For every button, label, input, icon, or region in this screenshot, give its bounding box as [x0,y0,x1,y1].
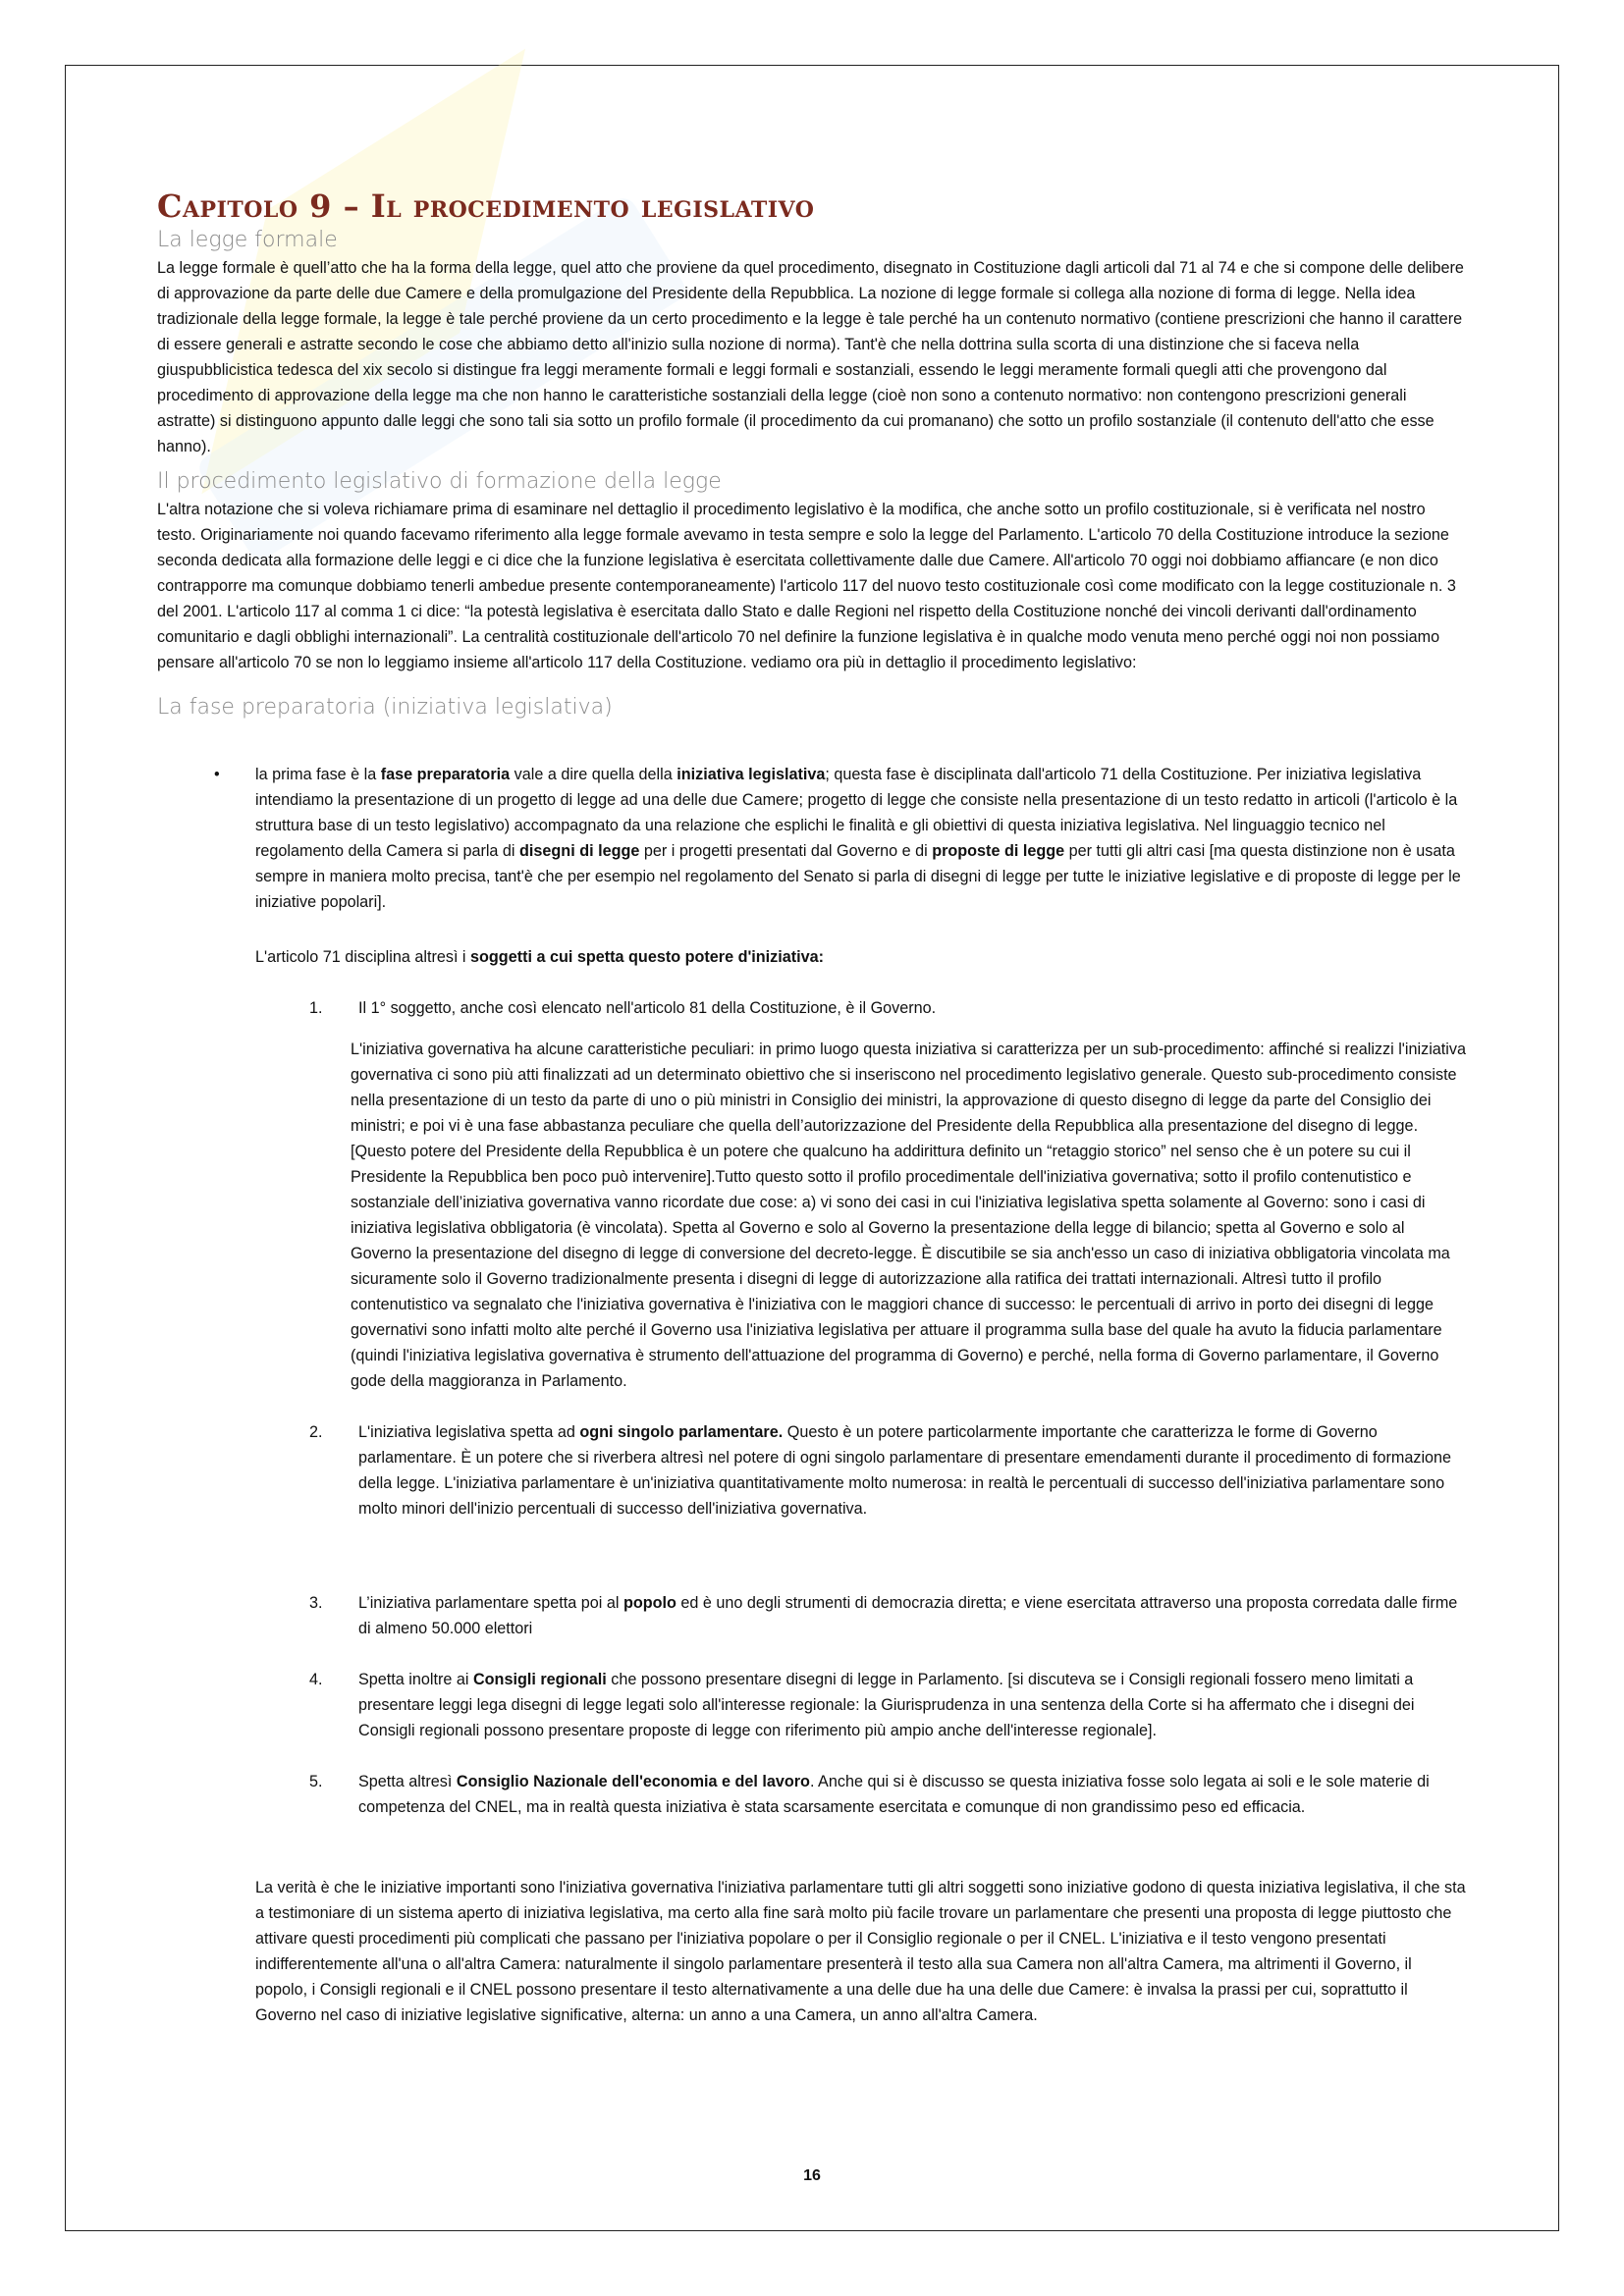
list-item-text: Spetta altresì Consiglio Nazionale dell'economia e del lavoro. Anche qui si è discusso se questa iniziativa fosse solo legata ai soli e le sole materie di competenza del CNEL, ma in realtà questa iniziativa è stata scarsamente esercitata e comunque di non grandissimo peso ed efficacia. [358,1773,1430,1816]
list-item-popolo [157,1590,1467,1641]
paragraph-procedimento: L'altra notazione che si voleva richiamare prima di esaminare nel dettaglio il procedimento legislativo è la modifica, che anche sotto un profilo costituzionale, si è verificata nel nostro testo. Originariamente noi quando facevamo riferimento alla legge formale avevamo in testa sempre e solo la legge del Parlamento. L'articolo 70 della Costituzione introduce la sezione seconda dedicata alla formazione delle leggi e ci dice che la funzione legislativa è esercitata collettivamente dalle due Camere. All'articolo 70 oggi noi dobbiamo affiancare (e non dico contrapporre ma comunque dobbiamo tenerli ambedue presente contemporaneamente) l'articolo 117 del nuovo testo costituzionale così come modificato con la legge costituzionale n. 3 del 2001. L'articolo 117 al comma 1 ci dice: “la potestà legislativa è esercitata dallo Stato e dalle Regioni nel rispetto della Costituzione nonché dei vincoli derivanti dall'ordinamento comunitario e dagli obblighi internazionali”. La centralità costituzionale dell'articolo 70 nel definire la funzione legislativa è in qualche modo venuta meno perché oggi noi non possiamo pensare all'articolo 70 se non lo leggiamo insieme all'articolo 117 della Costituzione. vediamo ora più in dettaglio il procedimento legislativo: [157,501,1456,671]
list-item-text: L'iniziativa legislativa spetta ad ogni singolo parlamentare. Questo è un potere particolarmente importante che caratterizza le forme di Governo parlamentare. È un potere che si riverbera altresì nel potere di ogni singolo parlamentare di presentare emendamenti durante il procedimento di formazione della legge. L'iniziativa parlamentare è un'iniziativa quantitativamente molto numerosa: in realtà le percentuali di successo dell'iniziativa parlamentare sono molto minori dell'inizio percentuali di successo dell'iniziativa governativa. [358,1423,1452,1518]
list-item-cnel [157,1769,1467,1820]
list-number: 2. [309,1423,323,1441]
bullet-item-fase-preparatoria [157,762,1467,915]
section-heading-fase-preparatoria: La fase preparatoria (iniziativa legislativa) [157,695,613,720]
list-item-text: L’iniziativa parlamentare spetta poi al popolo ed è uno degli strumenti di democrazia diretta; e viene esercitata attraverso una proposta corredata dalle firme di almeno 50.000 elettori [358,1594,1458,1637]
list-number: 3. [309,1594,323,1612]
section-heading-legge-formale: La legge formale [157,228,338,252]
governo-detail-paragraph: L'iniziativa governativa ha alcune caratteristiche peculiari: in primo luogo questa iniziativa si caratterizza per un sub-procedimento: affinché si realizzi l'iniziativa governativa ci sono più atti finalizzati ad un determinato obiettivo che si inseriscono nel procedimento legislativo generale. Questo sub-procedimento consiste nella presentazione di un testo da parte di uno o più ministri in Consiglio dei ministri, la approvazione di questo disegno di legge da parte del Consiglio dei ministri; e poi vi è una fase abbastanza peculiare che quella dell’autorizzazione del Presidente della Repubblica alla presentazione del disegno di legge. [Questo potere del Presidente della Repubblica è un potere che qualcuno ha addirittura definito un “retaggio storico” nel senso che è un potere su cui il Presidente la Repubblica ben poco può intervenire].Tutto questo sotto il profilo procedimentale dell'iniziativa governativa; sotto il profilo contenutistico e sostanziale dell’iniziativa governativa vanno ricordate due cose: a) vi sono dei casi in cui l'iniziativa legislativa spetta solamente al Governo: sono i casi di iniziativa legislativa obbligatoria (è vincolata). Spetta al Governo e solo al Governo la presentazione della legge di bilancio; spetta al Governo e solo al Governo la presentazione del disegno di legge di conversione del decreto-legge. È discutibile se sia anch'esso un caso di iniziativa obbligatoria vincolata ma sicuramente solo il Governo tradizionalmente presenta i disegni di legge di autorizzazione alla ratifica dei trattati internazionali. Altresì tutto il profilo contenutistico va segnalato che l'iniziativa governativa è l'iniziativa con le maggiori chance di successo: le percentuali di arrivo in porto dei disegni di legge governativi sono infatti molto alte perché il Governo usa l'iniziativa legislativa per attuare il programma sulla base del quale ha avuto la fiducia parlamentare (quindi l'iniziativa legislativa governativa è strumento dell'attuazione del programma di Governo) e perché, nella forma di Governo parlamentare, il Governo gode della maggioranza in Parlamento. [351,1041,1466,1390]
list-number: 4. [309,1671,323,1688]
list-item-parlamentare [157,1419,1467,1522]
list-item-governo [157,995,1467,1021]
bullet-text: la prima fase è la fase preparatoria vale a dire quella della iniziativa legislativa; questa fase è disciplinata dall'articolo 71 della Costituzione. Per iniziativa legislativa intendiamo la presentazione di un progetto di legge ad una delle due Camere; progetto di legge che consiste nella presentazione di un testo redatto in articoli (l'articolo è la struttura base di un testo legislativo) accompagnato da una relazione che esplichi le finalità e gli obiettivi di questa iniziativa legislativa. Nel linguaggio tecnico nel regolamento della Camera si parla di disegni di legge per i progetti presentati dal Governo e di proposte di legge per tutti gli altri casi [ma questa distinzione non è usata sempre in maniera molto precisa, tant'è che per esempio nel regolamento del Senato si parla di disegni di legge per tutte le iniziative legislative e di proposte di legge per le iniziative popolari]. [255,766,1461,911]
list-item-text: Il 1° soggetto, anche così elencato nell'articolo 81 della Costituzione, è il Governo. [358,999,937,1017]
list-number: 1. [309,999,323,1017]
list-item-consigli-regionali [157,1667,1467,1743]
section-heading-procedimento: Il procedimento legislativo di formazione della legge [157,469,722,494]
list-number: 5. [309,1773,323,1790]
list-item-text: Spetta inoltre ai Consigli regionali che possono presentare disegni di legge in Parlamento. [si discuteva se i Consigli regionali fossero meno limitati a presentare leggi lega disegni di legge legati solo all'interesse regionale: la Giurisprudenza in una sentenza della Corte si ha affermato che i disegni dei Consigli regionali possono presentare proposte di legge con riferimento più ampio anche dell'interesse regionale]. [358,1671,1415,1739]
document-body [157,187,1467,2028]
paragraph-legge-formale: La legge formale è quell’atto che ha la forma della legge, quel atto che proviene da quel procedimento, disegnato in Costituzione dagli articoli dal 71 al 74 e che si compone delle delibere di approvazione da parte delle due Camere e della promulgazione del Presidente della Repubblica. La nozione di legge formale si collega alla nozione di forma di legge. Nella idea tradizionale della legge formale, la legge è tale perché proviene da un certo procedimento e la legge è tale perché ha un contenuto normativo (contiene prescrizioni che hanno il carattere di essere generali e astratte secondo le cose che abbiamo detto all'inizio sulla nozione di norma). Tant'è che nella dottrina sulla scorta di una distinzione che si faceva nella giuspubblicistica tedesca del xix secolo si distingue fra leggi meramente formali e leggi formali e sostanziali, essendo le leggi meramente formali quegli atti che provengono dal procedimento di approvazione della legge ma che non hanno le caratteristiche sostanziali della legge (cioè non sono a contenuto normativo: non contengono prescrizioni generali astratte) si distinguono appunto dalle leggi che sono tali sia sotto un profilo formale (il procedimento da cui promanano) che sotto un profilo sostanziale (il contenuto dell'atto che esse hanno). [157,259,1464,455]
soggetti-intro: L'articolo 71 disciplina altresì i soggetti a cui spetta questo potere d'iniziativa: [255,948,825,966]
page-number: 16 [803,2167,821,2184]
bullet-marker: • [214,766,220,783]
closing-paragraph: La verità è che le iniziative importanti sono l'iniziativa governativa l'iniziativa parlamentare tutti gli altri soggetti sono iniziative godono di questa iniziativa legislativa, il che sta a testimoniare di un sistema aperto di iniziativa legislativa, ma certo alla fine sarà molto più facile trovare un parlamentare che presenti una proposta di legge piuttosto che attivare questi procedimenti più complicati che passano per l'iniziativa popolare o per il Consiglio regionale o per il CNEL. L'iniziativa e il testo vengono presentati indifferentemente all'una o all'altra Camera: naturalmente il singolo parlamentare presenterà il testo alla sua Camera non all'altra Camera, ma altrimenti il Governo, il popolo, i Consigli regionali e il CNEL possono presentare il testo alternativamente a una delle due ha una delle due Camere: è invalsa la prassi per cui, soprattutto il Governo nel caso di iniziative legislative significative, alterna: un anno a una Camera, un anno all'altra Camera. [255,1879,1466,2024]
chapter-title: Capitolo 9 – Il procedimento legislativo [157,187,815,225]
